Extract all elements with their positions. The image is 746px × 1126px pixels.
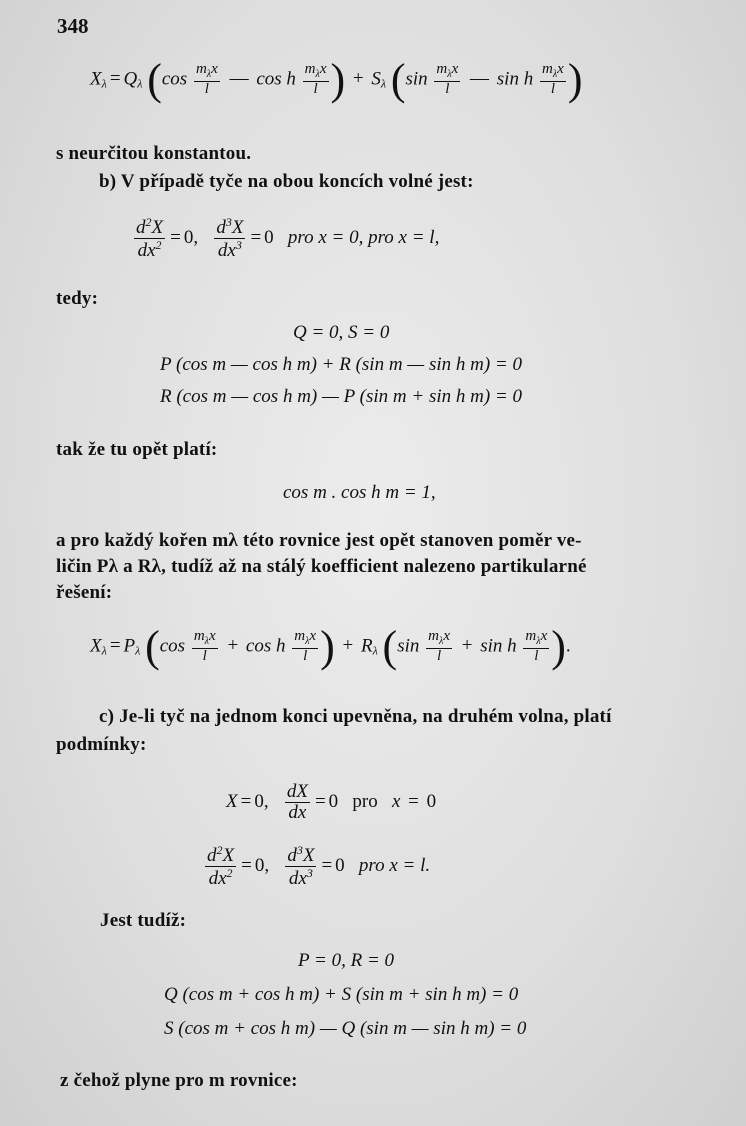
paragraph-z-cehoz: z čehož plyne pro m rovnice: — [60, 1070, 298, 1091]
equation-x-lambda-q-s: $X_\lambda = Q_\lambda$ (cos $\frac{m_\lambda x}{l}$ — cos h $\frac{m_\lambda x}{l}$ ) + $S_\lambda$ (sin $\frac{m_\lambda x}{l}$ — sin h $\frac{m_\lambda x}{l}$ ) — [90, 55, 583, 104]
equation-cos-cosh-product: cos m . cos h m = 1, — [283, 482, 436, 503]
equation-q-s-zero: Q = 0, S = 0 — [293, 322, 390, 343]
page-number: 348 — [57, 14, 89, 38]
equation-q-s-first: Q (cos m + cos h m) + S (sin m + sin h m) = 0 — [164, 984, 519, 1005]
paragraph-jest-tudiz: Jest tudíž: — [100, 910, 187, 931]
paragraph-root-line3: řešení: — [56, 582, 113, 603]
paragraph-root-line1: a pro každý kořen mλ této rovnice jest opět stanoven poměr ve- — [56, 530, 582, 551]
paragraph-constant: s neurčitou konstantou. — [56, 143, 252, 164]
equation-free-ends-conditions: $\frac{d^2X}{dx^2}$ = 0, $\frac{d^3X}{dx^3}$ = 0 pro x = 0, pro x = l, — [136, 215, 440, 261]
equation-r-p-second: R (cos m — cos h m) — P (sin m + sin h m) = 0 — [160, 386, 522, 407]
equation-fixed-end-conditions: X = 0, $\frac{dX}{dx}$ = 0 pro x = 0 — [226, 781, 437, 823]
equation-x-lambda-p-r: $X_\lambda = P_\lambda$ (cos $\frac{m_\lambda x}{l}$ + cos h $\frac{m_\lambda x}{l}$ ) + $R_\lambda$ (sin $\frac{m_\lambda x}{l}$ + sin h $\frac{m_\lambda x}{l}$ ). — [90, 622, 571, 671]
paragraph-tedy: tedy: — [56, 288, 99, 309]
paragraph-root-line2: ličin Pλ a Rλ, tudíž až na stálý koefficient nalezeno partikularné — [56, 556, 587, 577]
equation-p-r-first: P (cos m — cos h m) + R (sin m — sin h m) = 0 — [160, 354, 522, 375]
equation-p-r-zero: P = 0, R = 0 — [298, 950, 395, 971]
paragraph-case-b: b) V případě tyče na obou koncích volné jest: — [99, 171, 474, 192]
equation-s-q-second: S (cos m + cos h m) — Q (sin m — sin h m) = 0 — [164, 1018, 527, 1039]
paragraph-case-c-line1: c) Je-li tyč na jednom konci upevněna, na druhém volna, platí — [99, 706, 612, 727]
paragraph-tak-ze: tak že tu opět platí: — [56, 439, 218, 460]
free-end-condition-text: pro x = l. — [358, 854, 431, 876]
paragraph-case-c-line2: podmínky: — [56, 734, 147, 755]
equation-free-end-conditions: $\frac{d^2X}{dx^2}$ = 0, $\frac{d^3X}{dx^3}$ = 0 pro x = l. — [207, 843, 431, 889]
free-ends-condition-text: pro x = 0, pro x = l, — [287, 226, 440, 248]
